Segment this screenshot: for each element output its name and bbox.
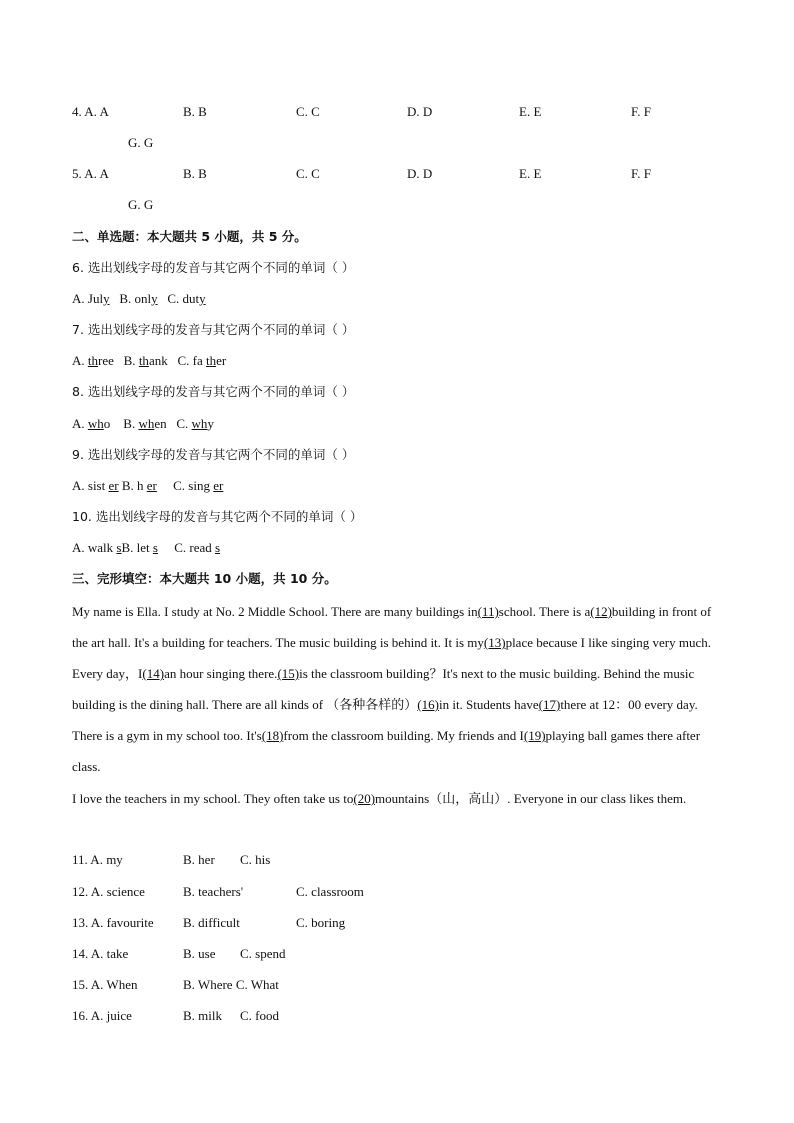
q5-option-c: C. C xyxy=(296,166,320,181)
passage-text: building in front of the art hall. It's a building for teachers. The music building is behind it. It is my xyxy=(72,604,712,650)
q9-c-underline: er xyxy=(213,478,224,493)
q8-stem: 8. 选出划线字母的发音与其它两个不同的单词（ ） xyxy=(72,384,355,399)
q16-option-a: 16. A. juice xyxy=(72,1008,132,1023)
q10-a-underline: s xyxy=(116,540,122,555)
q7-options xyxy=(72,350,226,372)
q12-option-b: B. teachers' xyxy=(183,884,244,899)
q5-option-f: F. F xyxy=(631,166,651,181)
q4-option-c: C. C xyxy=(296,104,320,119)
q10-c-label: C. read xyxy=(174,540,216,555)
q14-option-b: B. use xyxy=(183,946,216,961)
q8-c-underline: wh xyxy=(191,416,208,431)
q8-a-underline: wh xyxy=(87,416,104,431)
q12-option-c: C. classroom xyxy=(296,884,364,899)
blank-12: (12) xyxy=(590,604,612,619)
q7-a-underline: th xyxy=(87,353,99,368)
passage-text: I love the teachers in my school. They often take us to xyxy=(72,791,354,806)
q4-option-e: E. E xyxy=(519,104,542,119)
q14-option-a: 14. A. take xyxy=(72,946,129,961)
passage-text: from the classroom building. My friends and I xyxy=(283,728,524,743)
q9-c-label: C. sing xyxy=(173,478,214,493)
passage-text: there at 12：00 every day. There is a gym in my school too. It's xyxy=(72,697,698,743)
q7-a-label: A. xyxy=(72,353,88,368)
q8-b-rest: en xyxy=(154,416,167,431)
q8-b-label: B. xyxy=(123,416,139,431)
q6-a-text: A. Jul xyxy=(72,291,104,306)
blank-13: (13) xyxy=(483,635,506,650)
passage-text: mountains（山，高山）. Everyone in our class likes them. xyxy=(375,791,687,806)
q6-b-underline: y xyxy=(151,291,158,306)
blank-18: (18) xyxy=(261,728,284,743)
q6-options xyxy=(72,288,206,310)
q7-c-underline: th xyxy=(206,353,217,368)
q4-option-g: G. G xyxy=(128,135,154,150)
q16-option-b: B. milk xyxy=(183,1008,223,1023)
q9-b-label: B. h xyxy=(121,478,147,493)
q10-a-label: A. walk xyxy=(72,540,117,555)
q5-option-b: B. B xyxy=(183,166,207,181)
q4-option-d: D. D xyxy=(407,104,433,119)
q9-options xyxy=(72,475,223,497)
q11-option-c: C. his xyxy=(240,852,271,867)
q5-option-d: D. D xyxy=(407,166,433,181)
q5-option-a: 5. A. A xyxy=(72,166,109,181)
blank-20: (20) xyxy=(353,791,376,806)
q15-option-a: 15. A. When xyxy=(72,977,138,992)
q7-b-label: B. xyxy=(123,353,139,368)
q8-a-rest: o xyxy=(103,416,111,431)
q10-c-underline: s xyxy=(215,540,221,555)
q15-option-b-c: B. Where C. What xyxy=(183,977,279,992)
q13-option-a: 13. A. favourite xyxy=(72,915,154,930)
section-3-heading: 三、完形填空：本大题共 10 小题，共 10 分。 xyxy=(72,571,337,586)
q10-b-label: B. let xyxy=(121,540,153,555)
q6-c-text: C. dut xyxy=(167,291,200,306)
section-2-heading: 二、单选题：本大题共 5 小题，共 5 分。 xyxy=(72,229,307,244)
q6-a-underline: y xyxy=(103,291,110,306)
blank-14: (14) xyxy=(142,666,165,681)
q8-a-label: A. xyxy=(72,416,88,431)
cloze-passage-paragraph-2 xyxy=(72,783,722,814)
blank-11: (11) xyxy=(477,604,499,619)
q4-option-f: F. F xyxy=(631,104,651,119)
passage-text: is the classroom building？It's next to the music building. Behind the music building is the dining hall. There are all kinds of （各种各样的） xyxy=(72,666,695,712)
q9-a-label: A. sist xyxy=(72,478,109,493)
q8-c-label: C. xyxy=(176,416,192,431)
passage-text: My name is Ella. I study at No. 2 Middle School. There are many buildings in xyxy=(72,604,478,619)
blank-15: (15) xyxy=(277,666,300,681)
q6-stem: 6. 选出划线字母的发音与其它两个不同的单词（ ） xyxy=(72,260,355,275)
q11-option-a: 11. A. my xyxy=(72,852,123,867)
q5-option-g: G. G xyxy=(128,197,154,212)
passage-text: place because I like singing very much. Every day，I xyxy=(72,635,711,681)
q14-option-c: C. spend xyxy=(240,946,286,961)
blank-17: (17) xyxy=(538,697,561,712)
passage-text: an hour singing there. xyxy=(164,666,278,681)
blank-16: (16) xyxy=(417,697,439,712)
q12-option-a: 12. A. science xyxy=(72,884,145,899)
q7-c-rest: er xyxy=(216,353,227,368)
q7-c-label: C. fa xyxy=(177,353,206,368)
q8-options xyxy=(72,413,214,435)
q9-a-underline: er xyxy=(108,478,119,493)
q5-option-e: E. E xyxy=(519,166,542,181)
q7-b-underline: th xyxy=(138,353,149,368)
q10-stem: 10. 选出划线字母的发音与其它两个不同的单词（ ） xyxy=(72,509,363,524)
q13-option-c: C. boring xyxy=(296,915,346,930)
passage-text: school. There is a xyxy=(498,604,591,619)
q13-option-b: B. difficult xyxy=(183,915,240,930)
q7-a-rest: ree xyxy=(98,353,114,368)
q16-option-c: C. food xyxy=(240,1008,279,1023)
passage-text: in it. Students have xyxy=(438,697,539,712)
q6-b-text: B. onl xyxy=(119,291,152,306)
q7-b-rest: ank xyxy=(148,353,168,368)
q7-stem: 7. 选出划线字母的发音与其它两个不同的单词（ ） xyxy=(72,322,355,337)
q8-c-rest: y xyxy=(207,416,214,431)
q11-option-b: B. her xyxy=(183,852,215,867)
q10-b-underline: s xyxy=(152,540,158,555)
passage-text: playing ball games there after class. xyxy=(72,728,701,774)
q6-c-underline: y xyxy=(199,291,206,306)
q9-b-underline: er xyxy=(146,478,157,493)
q8-b-underline: wh xyxy=(138,416,155,431)
q10-options xyxy=(72,537,220,559)
blank-19: (19) xyxy=(523,728,546,743)
cloze-passage-paragraph-1 xyxy=(72,596,722,782)
q4-option-b: B. B xyxy=(183,104,207,119)
q4-option-a: 4. A. A xyxy=(72,104,109,119)
q9-stem: 9. 选出划线字母的发音与其它两个不同的单词（ ） xyxy=(72,447,355,462)
